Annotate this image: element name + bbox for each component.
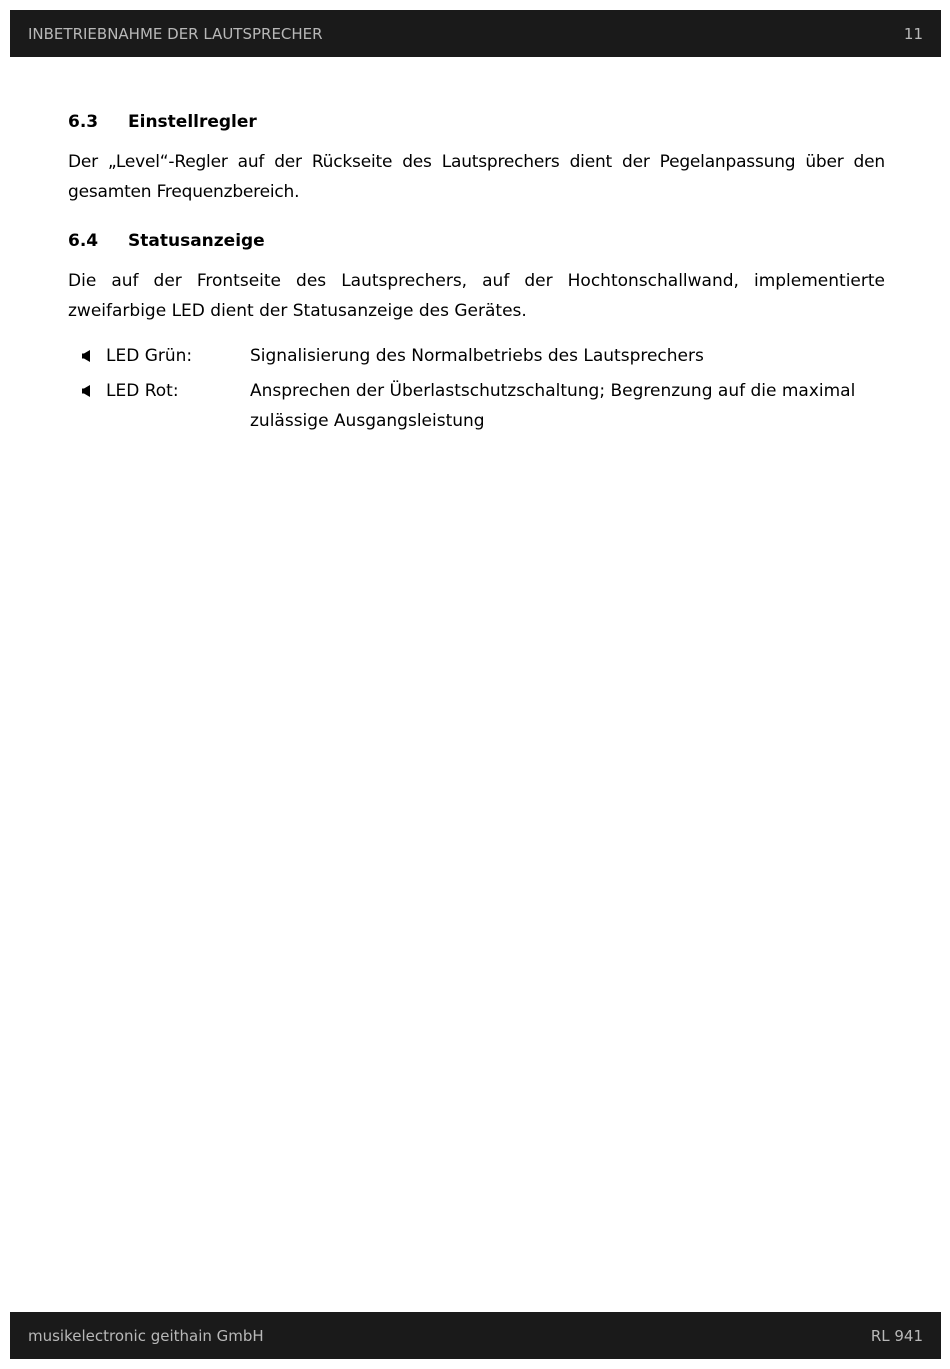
speaker-bullet-icon <box>68 341 106 371</box>
section-heading <box>68 108 885 136</box>
page-content <box>68 108 885 441</box>
section-title: Statusanzeige <box>128 231 265 251</box>
led-description: Ansprechen der Überlastschutzschaltung; Begrenzung auf die maximal zulässige Ausgangsleistung <box>250 381 856 431</box>
speaker-bullet-icon <box>68 376 106 436</box>
page-number: 11 <box>903 24 923 43</box>
list-item <box>68 341 885 371</box>
section-number: 6.4 <box>68 231 99 251</box>
led-description: Signalisierung des Normalbetriebs des Lautsprechers <box>250 346 704 366</box>
section-paragraph: Der „Level“-Regler auf der Rückseite des Lautsprechers dient der Pegelanpassung über den gesamten Frequenzbereich. <box>68 152 885 202</box>
page-footer <box>10 1312 941 1359</box>
section-title: Einstellregler <box>128 112 257 132</box>
section-6-3 <box>68 108 885 207</box>
list-item <box>68 376 885 436</box>
section-6-4 <box>68 227 885 436</box>
led-term: LED Rot: <box>106 381 179 401</box>
section-paragraph: Die auf der Frontseite des Lautsprechers, auf der Hochtonschallwand, implementierte zweifarbige LED dient der Statusanzeige des Gerätes. <box>68 271 885 321</box>
led-status-list <box>68 341 885 436</box>
speaker-bullet-icon-graphic <box>82 350 91 362</box>
footer-company: musikelectronic geithain GmbH <box>28 1326 264 1345</box>
speaker-bullet-icon-graphic <box>82 385 91 397</box>
section-heading <box>68 227 885 255</box>
header-title: INBETRIEBNAHME DER LAUTSPRECHER <box>28 24 323 43</box>
footer-model: RL 941 <box>870 1326 923 1345</box>
led-term: LED Grün: <box>106 346 193 366</box>
page-header <box>10 10 941 57</box>
section-number: 6.3 <box>68 112 99 132</box>
